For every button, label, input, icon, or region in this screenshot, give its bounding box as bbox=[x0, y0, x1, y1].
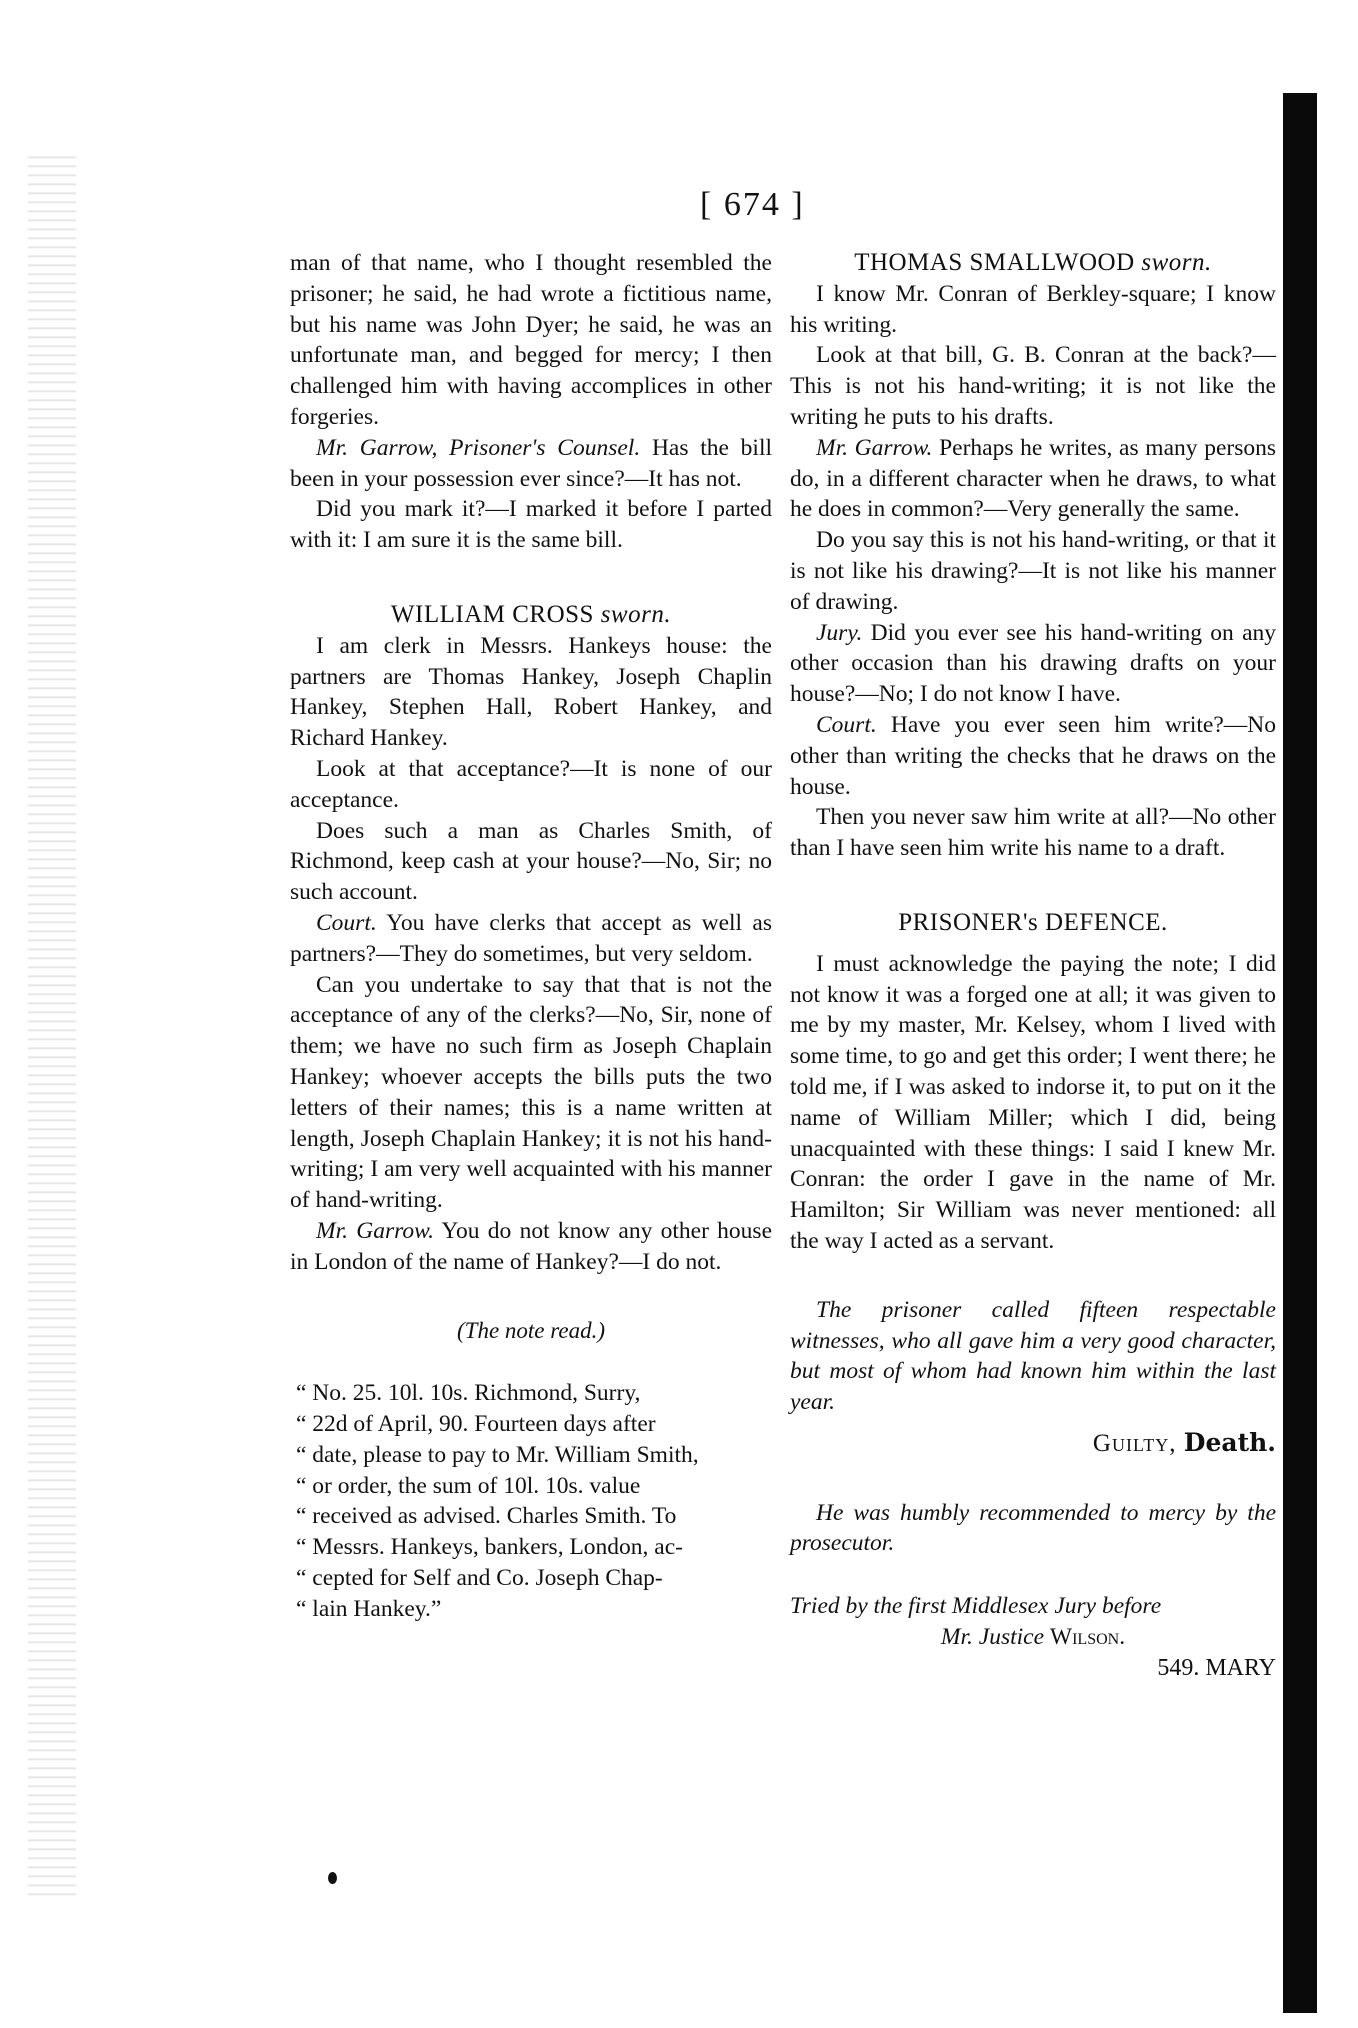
ink-blot bbox=[328, 1872, 337, 1884]
speaker-label: Mr. Garrow. bbox=[316, 1217, 434, 1244]
scan-edge-shadow bbox=[1283, 93, 1317, 2013]
paragraph-text: Has the bill been in your possession ever since?—It has not. bbox=[290, 434, 773, 492]
verdict bbox=[790, 1428, 1276, 1460]
paragraph-text: Have you ever seen him write?—No other than writing the checks that he draws on the house. bbox=[790, 711, 1276, 800]
paragraph: I am clerk in Messrs. Hankeys house: the partners are Thomas Hankey, Joseph Chaplin Hankey, Stephen Hall, Robert Hankey, and Richard Hankey. bbox=[290, 632, 772, 752]
catchword: 549. MARY bbox=[1157, 1654, 1276, 1681]
trial-judge bbox=[790, 1622, 1276, 1653]
judge-prefix: Mr. Justice bbox=[940, 1624, 1050, 1651]
defence-heading: PRISONER's DEFENCE. bbox=[898, 908, 1168, 936]
paragraph-text: You have clerks that accept as well as partners?—They do sometimes, but very seldom. bbox=[290, 909, 772, 967]
judge-name: Wilson. bbox=[1049, 1624, 1126, 1651]
paragraph-text: Perhaps he writes, as many persons do, in a different character when he draws, to what he does in common?—Very generally the same. bbox=[790, 434, 1276, 523]
paragraph: Then you never saw him write at all?—No other than I have seen him write his name to a draft. bbox=[790, 804, 1276, 862]
witness-heading bbox=[290, 600, 772, 631]
paragraph-text: You do not know any other house in London of the name of Hankey?—I do not. bbox=[290, 1217, 773, 1275]
witness-name: WILLIAM CROSS bbox=[390, 600, 594, 628]
paragraph: man of that name, who I thought resembled the prisoner; he said, he had wrote a fictitious name, but his name was John Dyer; he said, he was an unfortunate man, and begged for mercy; I then challenged him with having accomplices in other forgeries. bbox=[290, 250, 772, 430]
note-line: “ No. 25. 10l. 10s. Richmond, Surry, bbox=[296, 1380, 641, 1407]
right-column bbox=[790, 248, 1276, 1684]
paragraph bbox=[290, 433, 772, 495]
speaker-label: Court. bbox=[316, 909, 377, 936]
paragraph bbox=[290, 1216, 772, 1278]
paragraph: Look at that acceptance?—It is none of our acceptance. bbox=[290, 755, 772, 813]
paragraph-text: Did you ever see his hand-writing on any other occasion than his drawing drafts on your house?—No; I do not know I have. bbox=[790, 619, 1276, 708]
speaker-label: Mr. Garrow, Prisoner's Counsel. bbox=[316, 434, 641, 461]
mercy-recommendation: He was humbly recommended to mercy by the prosecutor. bbox=[790, 1499, 1276, 1557]
sworn-label: sworn. bbox=[1141, 249, 1212, 276]
defence-statement: I must acknowledge the paying the note; I did not know it was a forged one at all; it was given to me by my master, Mr. Kelsey, whom I lived with some time, to go and get this order; I went there; he told me, if I was asked to indorse it, to put on it the name of William Miller; which I did, being unacquainted with these things: I said I knew Mr. Conran: the order I gave in the name of Mr. Hamilton; Sir William was never mentioned: all the way I acted as a servant. bbox=[790, 950, 1276, 1254]
note-line: “ date, please to pay to Mr. William Smith, bbox=[296, 1441, 699, 1468]
paragraph bbox=[790, 618, 1276, 710]
speaker-label: Jury. bbox=[816, 619, 863, 646]
left-column bbox=[290, 248, 772, 1625]
paragraph bbox=[790, 433, 1276, 525]
paragraph: I know Mr. Conran of Berkley-square; I know his writing. bbox=[790, 280, 1276, 338]
paragraph: Did you mark it?—I marked it before I parted with it: I am sure it is the same bill. bbox=[290, 496, 772, 554]
note-title: (The note read.) bbox=[457, 1317, 605, 1343]
note-line: “ or order, the sum of 10l. 10s. value bbox=[296, 1472, 641, 1499]
note-line: “ 22d of April, 90. Fourteen days after bbox=[296, 1411, 656, 1438]
character-witnesses-note: The prisoner called fifteen respectable witnesses, who all gave him a very good character, but most of whom had known him within the last year. bbox=[790, 1296, 1276, 1416]
page-number: [ 674 ] bbox=[700, 186, 805, 223]
note-line: “ cepted for Self and Co. Joseph Chap- bbox=[296, 1565, 663, 1592]
note-line: “ received as advised. Charles Smith. To bbox=[296, 1503, 677, 1530]
witness-heading bbox=[790, 248, 1276, 279]
witness-name: THOMAS SMALLWOOD bbox=[854, 249, 1135, 276]
paragraph: Can you undertake to say that that is not the acceptance of any of the clerks?—No, Sir, none of them; we have no such firm as Joseph Chaplain Hankey; whoever accepts the bills puts the two letters of their names; this is a name written at length, Joseph Chaplain Hankey; it is not his hand-writing; I am very well acquainted with his manner of hand-writing. bbox=[290, 971, 772, 1214]
paragraph bbox=[790, 710, 1276, 802]
scan-margin-artifact bbox=[28, 150, 76, 1900]
note-line: “ Messrs. Hankeys, bankers, London, ac- bbox=[296, 1534, 683, 1561]
paragraph bbox=[290, 908, 772, 970]
paragraph: Look at that bill, G. B. Conran at the back?—This is not his hand-writing; it is not like the writing he puts to his drafts. bbox=[790, 342, 1276, 430]
paragraph: Does such a man as Charles Smith, of Richmond, keep cash at your house?—No, Sir; no such account. bbox=[290, 817, 772, 906]
speaker-label: Court. bbox=[816, 711, 877, 738]
note-line: “ lain Hankey.” bbox=[296, 1595, 442, 1622]
speaker-label: Mr. Garrow. bbox=[816, 434, 933, 461]
sworn-label: sworn. bbox=[600, 600, 672, 628]
verdict-death: Death. bbox=[1183, 1427, 1276, 1457]
trial-note: Tried by the first Middlesex Jury before bbox=[790, 1593, 1162, 1620]
verdict-guilty: Guilty, bbox=[1092, 1429, 1177, 1457]
paragraph: Do you say this is not his hand-writing, or that it is not like his drawing?—It is not like his manner of drawing. bbox=[790, 527, 1276, 615]
